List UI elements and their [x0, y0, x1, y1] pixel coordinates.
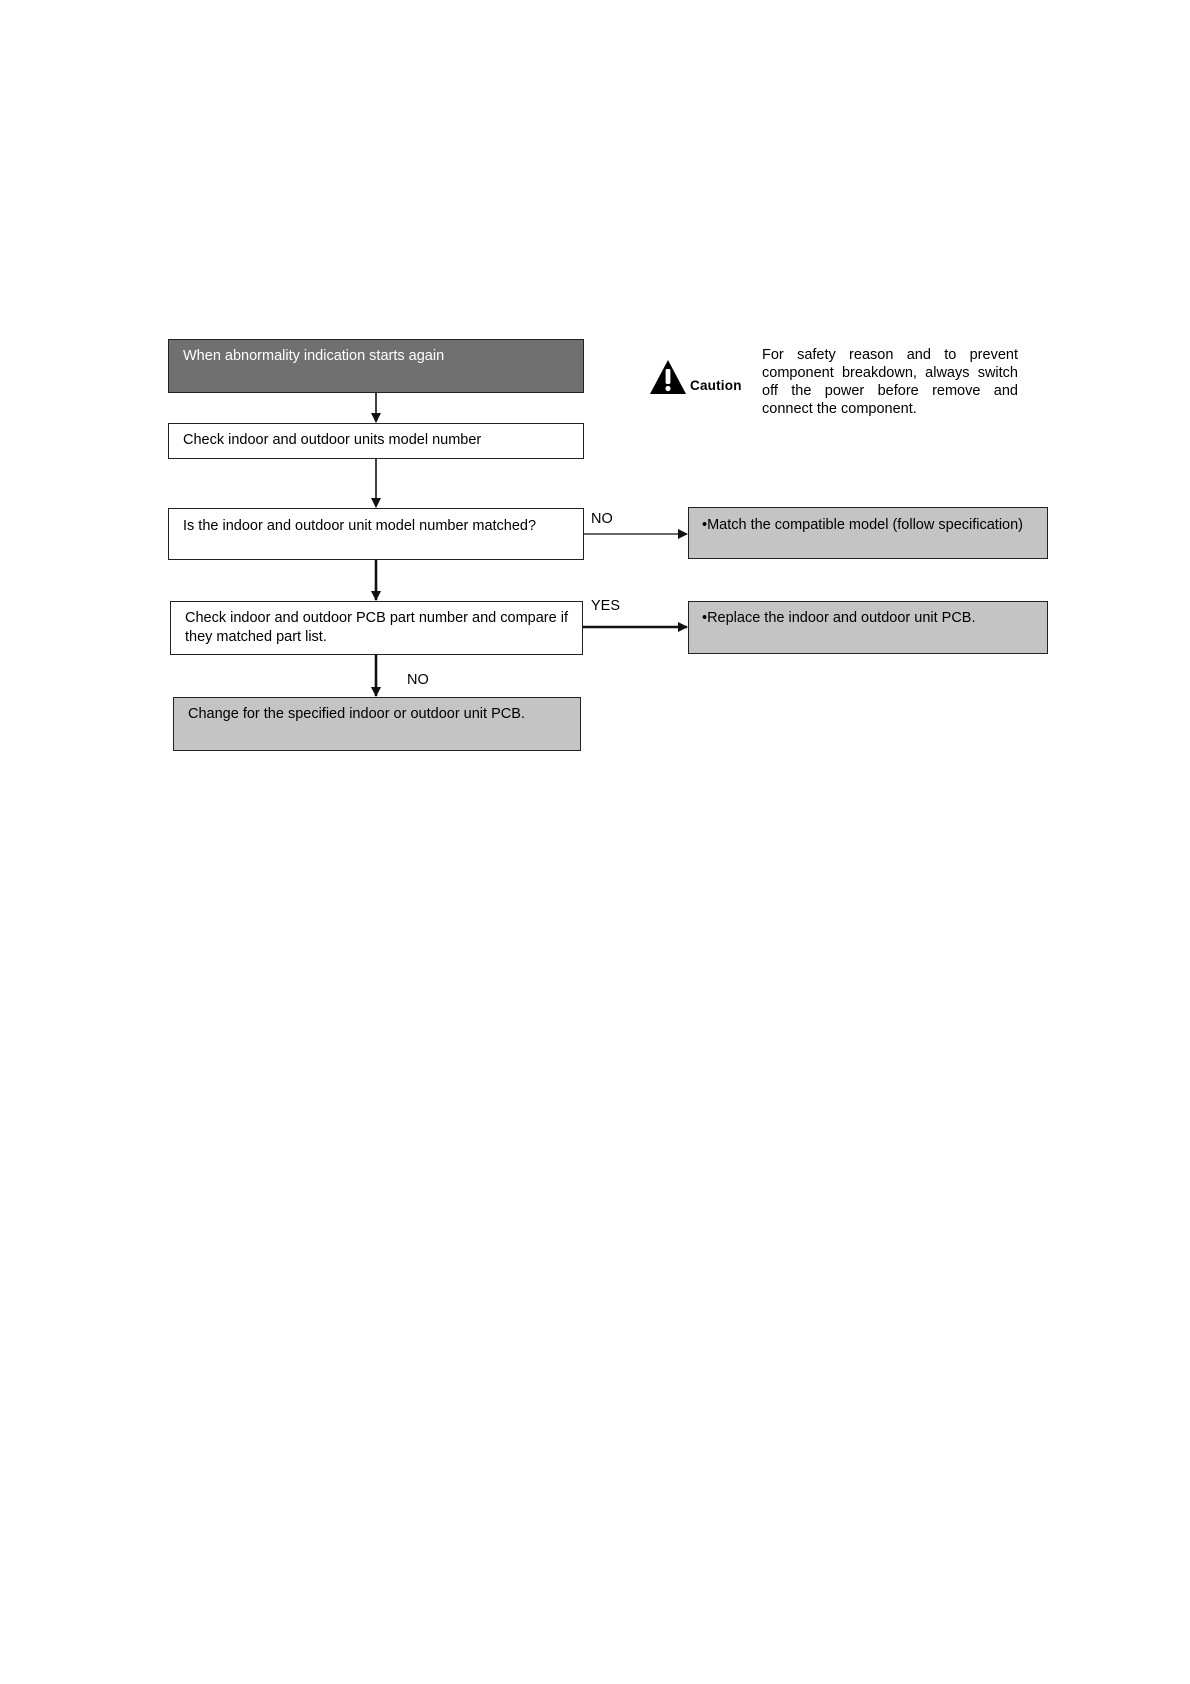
question-matched-text: Is the indoor and outdoor unit model number matched? — [183, 518, 537, 534]
caution-label: Caution — [690, 378, 742, 393]
start-box — [168, 339, 584, 393]
change-pcb-text: Change for the specified indoor or outdoor unit PCB. — [188, 706, 525, 722]
start-text: When abnormality indication starts again — [183, 348, 445, 364]
match-model-text: •Match the compatible model (follow specification) — [702, 517, 1023, 533]
yes-label-pcb: YES — [591, 598, 621, 614]
warning-triangle-icon — [648, 358, 688, 396]
replace-pcb-text: •Replace the indoor and outdoor unit PCB. — [702, 610, 976, 626]
no-label-pcb: NO — [407, 672, 429, 688]
caution-badge — [648, 358, 748, 398]
change-pcb-box — [173, 697, 581, 751]
match-model-box — [688, 507, 1048, 559]
no-label-model: NO — [591, 511, 613, 527]
check-model-box — [168, 423, 584, 459]
replace-pcb-box — [688, 601, 1048, 654]
check-pcb-text: Check indoor and outdoor PCB part number and compare if they matched part list. — [185, 610, 568, 645]
check-pcb-box — [170, 601, 583, 655]
question-matched-box — [168, 508, 584, 560]
caution-text: For safety reason and to prevent component breakdown, always switch off the power before remove and connect the component. — [762, 347, 1018, 417]
check-model-text: Check indoor and outdoor units model number — [183, 432, 482, 448]
